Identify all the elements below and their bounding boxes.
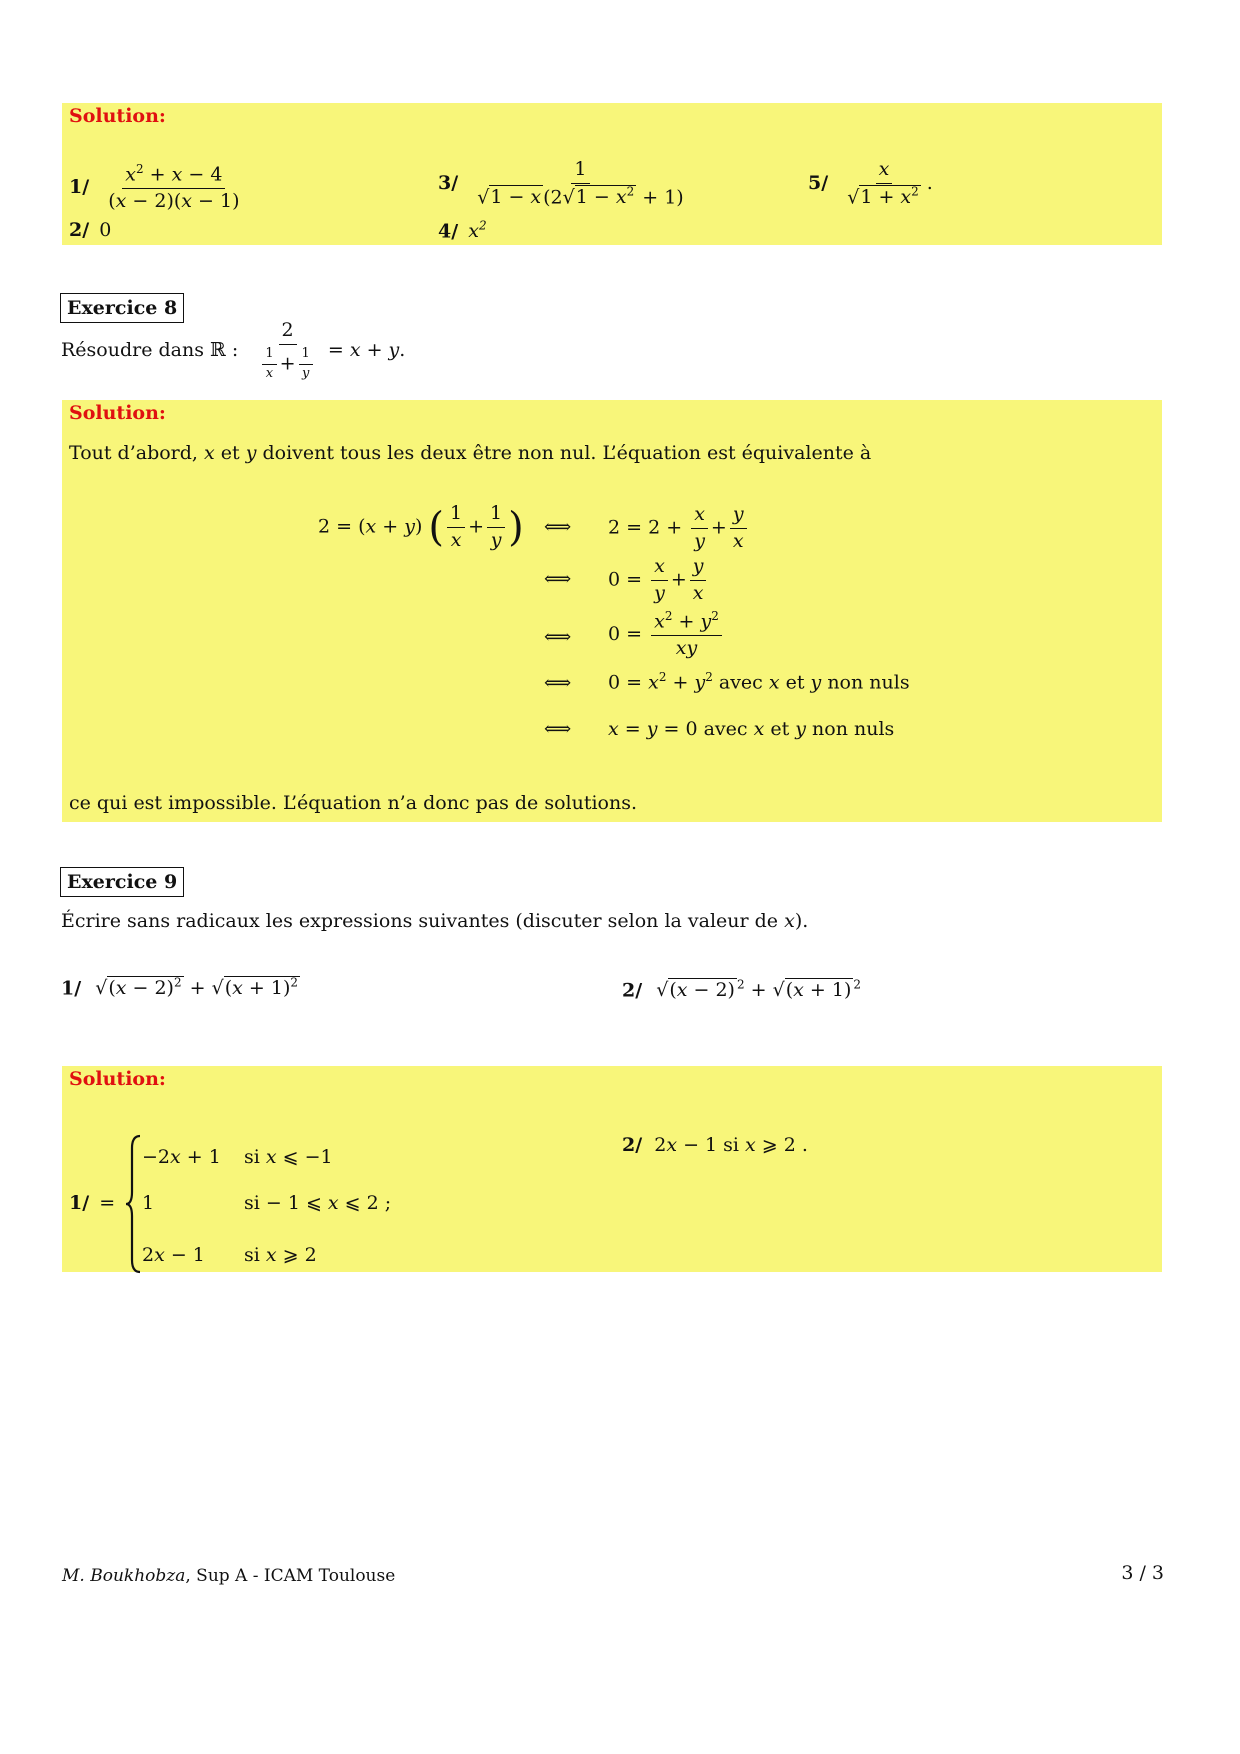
solution-item-2: [69, 219, 111, 241]
equation-rhs: 0 = $\frac{x}{y}$ + $\frac{y}{x}$: [608, 556, 709, 605]
exercise-8-statement: Résoudre dans ℝ : 2 $\frac{1}{x}$ + $\frac{1}{y}$ = x + y.: [61, 319, 406, 381]
solution-item-1: [69, 163, 246, 213]
equation-lhs: 2 = (x + y) ( $\frac{1}{x}$ + $\frac{1}{y}$ ): [318, 502, 524, 551]
equivalence-symbol: ⟺: [544, 516, 572, 538]
solution-item-3: [438, 159, 690, 209]
fraction: 2 $\frac{1}{x}$ + $\frac{1}{y}$: [256, 320, 318, 382]
equation-rhs: x = y = 0 avec x et y non nuls: [608, 718, 895, 740]
equation-rhs: 0 = $\frac{x^2 + y^2}{xy}$: [608, 610, 725, 660]
item-label: 2/: [69, 219, 90, 241]
equation-rhs: 2 = 2 + $\frac{x}{y}$ + $\frac{y}{x}$: [608, 504, 750, 553]
fraction: $\frac{x^2 + x - 4}{(x - 2)(x - 1)}$: [108, 162, 240, 213]
solution-box-1: [62, 103, 1162, 245]
equivalence-symbol: ⟺: [544, 672, 572, 694]
solution-conclusion: ce qui est impossible. L’équation n’a donc pas de solutions.: [69, 792, 638, 814]
case-1-cond: si x ⩽ −1: [244, 1146, 333, 1168]
curly-brace-icon: [124, 1134, 144, 1274]
solution-box-3: [62, 1066, 1162, 1272]
solution-title: Solution:: [69, 402, 166, 424]
exercise-9-title: Exercice 9: [60, 867, 184, 897]
solution-item-5: 5/ $\frac{x}{√1 + x^2}$ .: [808, 158, 933, 209]
footer-page-number: 3 / 3: [1121, 1562, 1164, 1584]
exercise-8-title: Exercice 8: [60, 293, 184, 323]
equivalence-symbol: ⟺: [544, 568, 572, 590]
solution-intro: Tout d’abord, x et y doivent tous les deux être non nul. L’équation est équivalente à: [69, 442, 872, 464]
item-label: 1/: [69, 176, 90, 198]
exercise-9-item-2: 2/ √(x − 2) $^2$ + √(x + 1) $^2$: [622, 978, 861, 1002]
exercise-9-item-1: 1/ $√(x - 2)^2 + √(x + 1)^2$: [61, 976, 298, 1000]
case-3-cond: si x ⩾ 2: [244, 1244, 317, 1266]
footer-author: M. Boukhobza, Sup A - ICAM Toulouse: [62, 1566, 396, 1586]
solution-title: Solution:: [69, 105, 166, 127]
solution-box-2: [62, 400, 1162, 822]
item-value: $x^2$: [468, 219, 487, 243]
item-label: 2/: [622, 979, 643, 1002]
exercise-9-statement: Écrire sans radicaux les expressions suivantes (discuter selon la valeur de x).: [61, 910, 809, 932]
fraction: $\frac{x}{√1 + x^2}$: [847, 158, 919, 209]
solution-title: Solution:: [69, 1068, 166, 1090]
solution-item-4: [438, 219, 487, 242]
case-2-expr: 1: [142, 1192, 155, 1214]
fraction: $\frac{1}{√1 - x (2√1 - x^2 + 1)}$: [477, 158, 684, 209]
case-2-cond: si − 1 ⩽ x ⩽ 2 ;: [244, 1192, 392, 1214]
item-label: 4/: [438, 220, 459, 243]
item-label: 1/: [61, 977, 82, 1000]
equivalence-symbol: ⟺: [544, 626, 572, 648]
item-value: 0: [99, 219, 112, 241]
equivalence-symbol: ⟺: [544, 718, 572, 740]
solution-3-item-2: 2/ 2x − 1 si x ⩾ 2 .: [622, 1134, 808, 1156]
item-label: 3/: [438, 172, 459, 194]
case-3-expr: 2x − 1: [142, 1244, 205, 1266]
item-label: 5/: [808, 172, 829, 194]
case-1-expr: −2x + 1: [142, 1146, 221, 1168]
equation-rhs: $0 = x^2 + y^2$ avec x et y non nuls: [608, 670, 910, 694]
solution-3-item-1-label: 1/ =: [69, 1192, 116, 1214]
statement-prefix: Résoudre dans ℝ :: [61, 338, 239, 361]
